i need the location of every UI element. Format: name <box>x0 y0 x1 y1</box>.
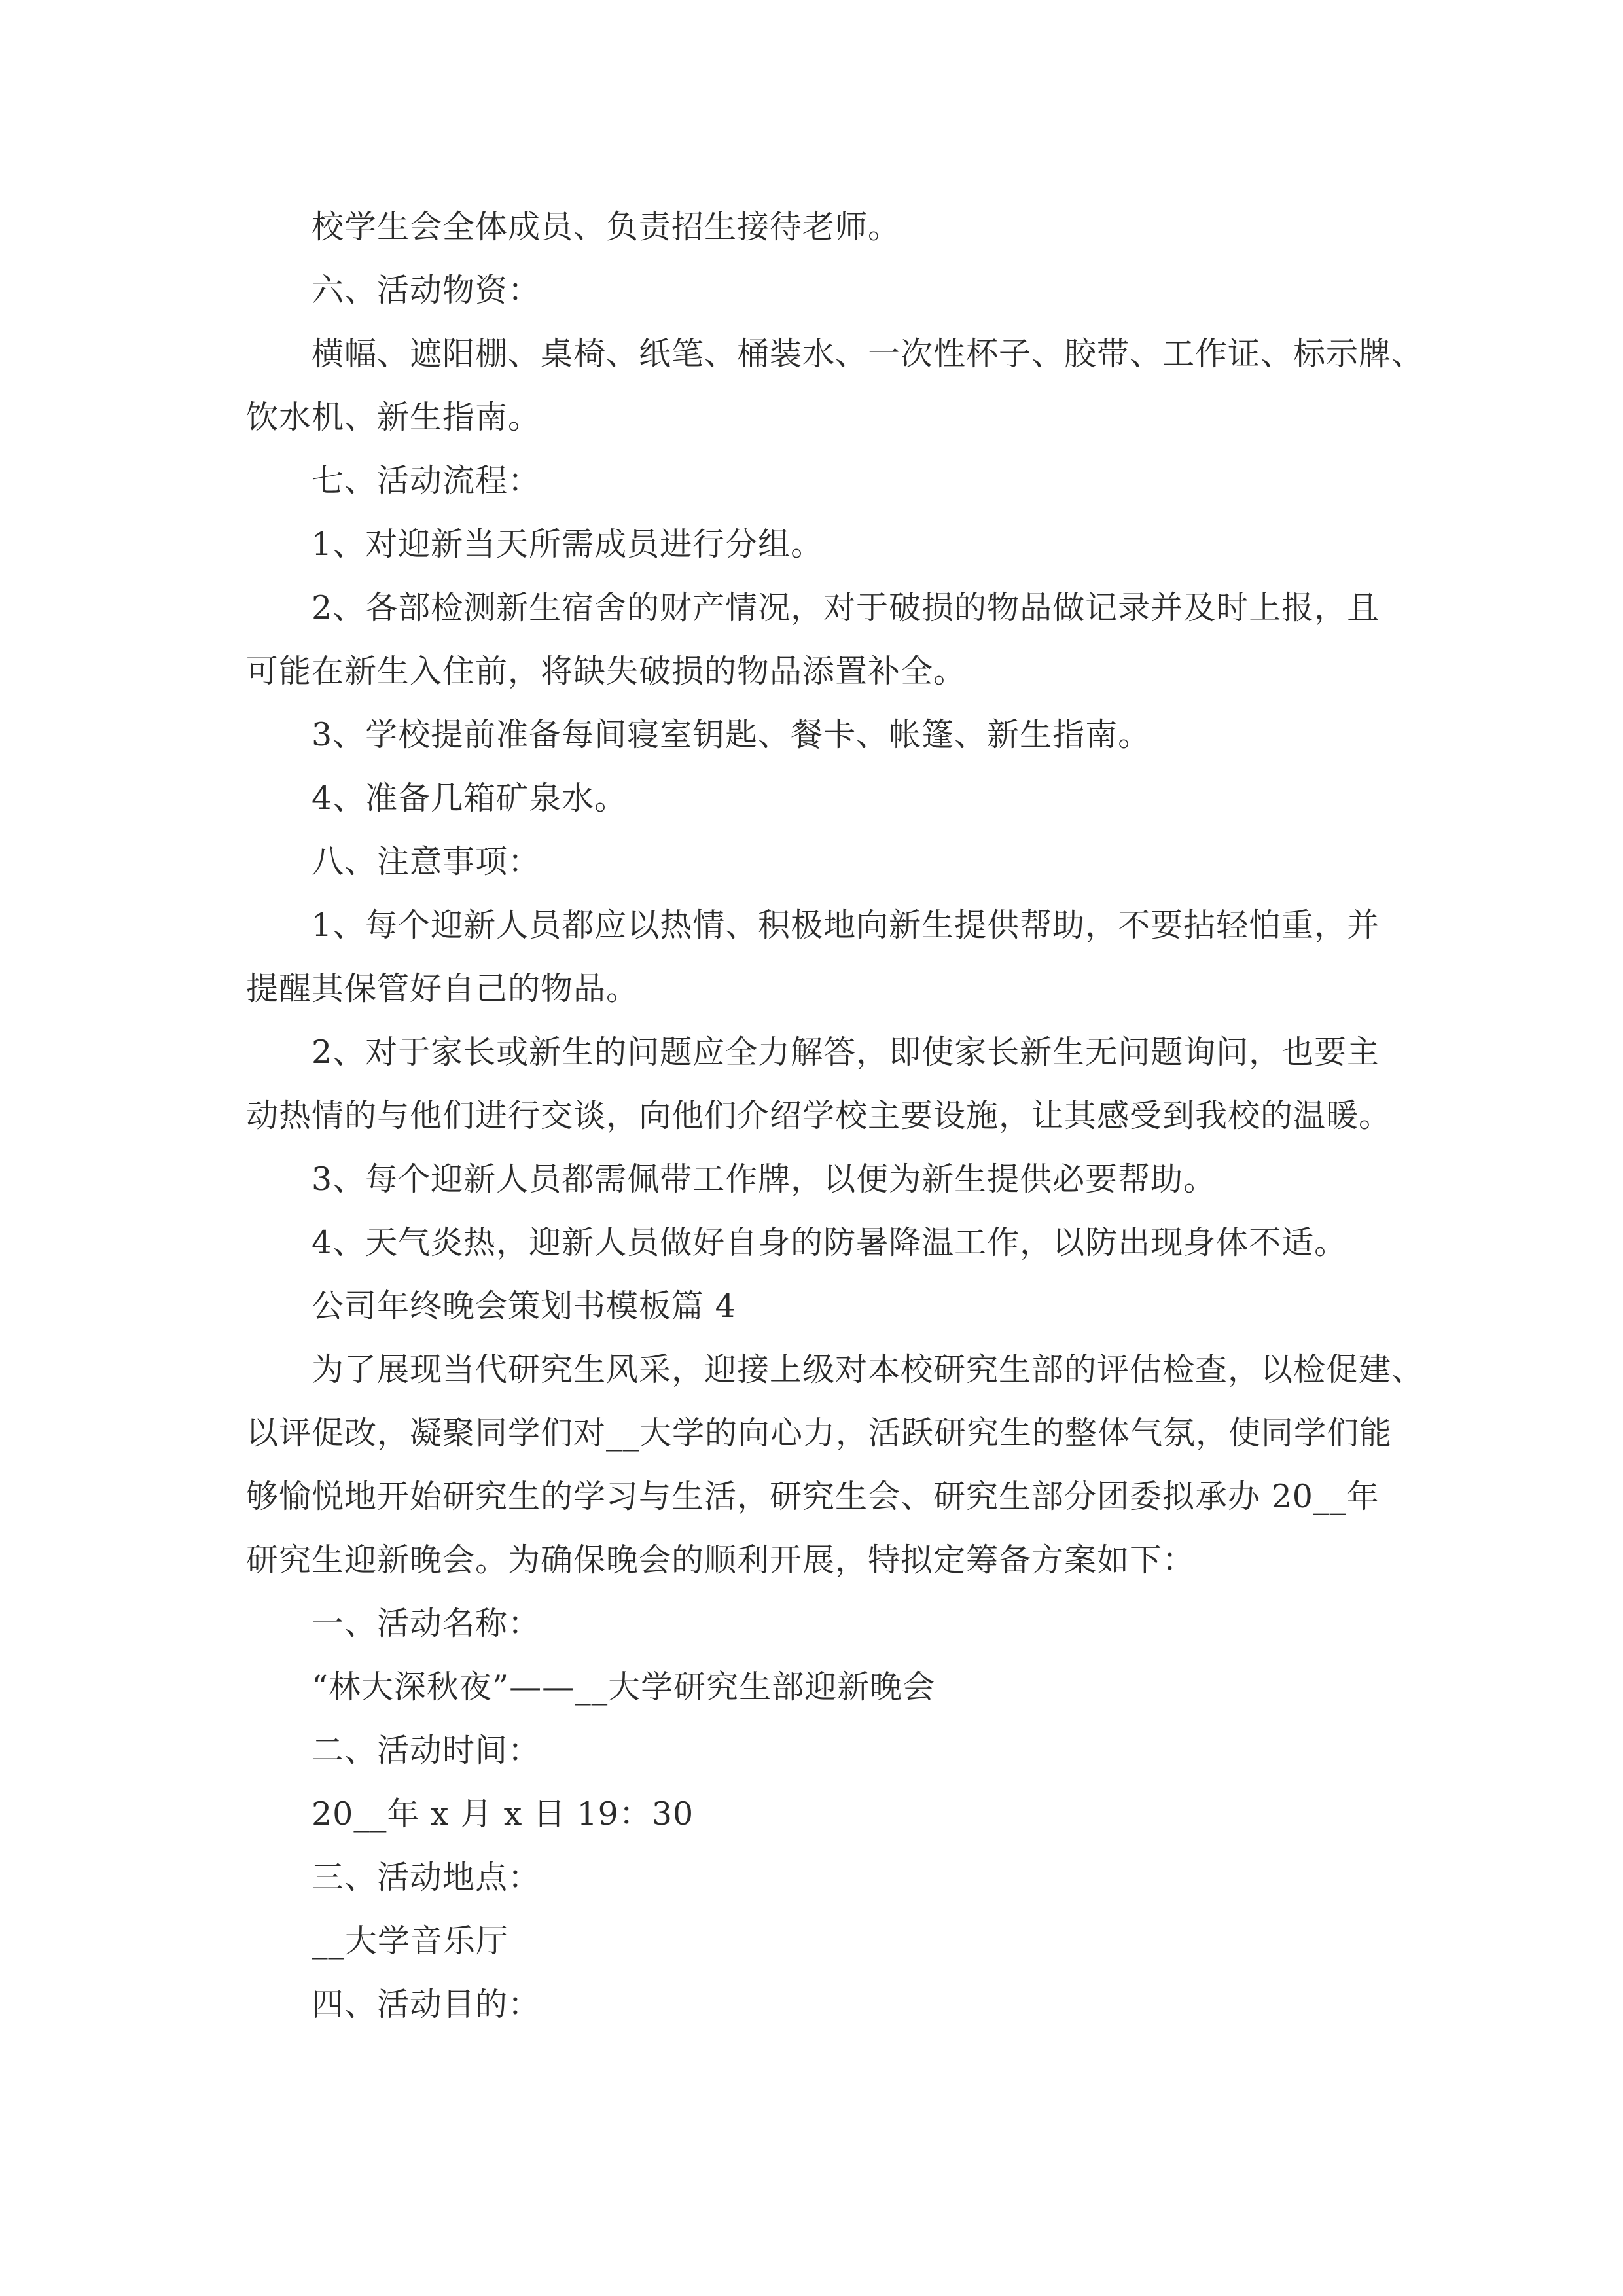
list-item: 4、准备几箱矿泉水。 <box>312 780 628 817</box>
list-item: 1、对迎新当天所需成员进行分组。 <box>312 526 824 563</box>
paragraph-continuation: 研究生迎新晚会。为确保晚会的顺利开展，特拟定筹备方案如下： <box>246 1541 1196 1579</box>
paragraph: 横幅、遮阳棚、桌椅、纸笔、桶装水、一次性杯子、胶带、工作证、标示牌、 <box>312 335 1425 372</box>
event-time: 20__年 x 月 x 日 19：30 <box>312 1795 694 1833</box>
paragraph: 为了展现当代研究生风采，迎接上级对本校研究生部的评估检查，以检促建、 <box>312 1351 1425 1388</box>
event-venue: __大学音乐厅 <box>312 1922 509 1960</box>
section-heading: 一、活动名称： <box>312 1605 541 1642</box>
section-heading: 八、注意事项： <box>312 843 541 880</box>
list-item: 4、天气炎热，迎新人员做好自身的防暑降温工作，以防出现身体不适。 <box>312 1224 1347 1261</box>
document-body <box>246 195 1424 2036</box>
list-item: 2、各部检测新生宿舍的财产情况，对于破损的物品做记录并及时上报，且 <box>312 589 1380 626</box>
section-heading: 六、活动物资： <box>312 272 541 309</box>
paragraph-continuation: 动热情的与他们进行交谈，向他们介绍学校主要设施，让其感受到我校的温暖。 <box>246 1097 1392 1134</box>
list-item: 3、每个迎新人员都需佩带工作牌，以便为新生提供必要帮助。 <box>312 1160 1217 1198</box>
list-item: 2、对于家长或新生的问题应全力解答，即使家长新生无问题询问，也要主 <box>312 1033 1380 1071</box>
section-heading: 二、活动时间： <box>312 1732 541 1769</box>
paragraph-continuation: 提醒其保管好自己的物品。 <box>246 970 639 1007</box>
paragraph-continuation: 以评促改，凝聚同学们对__大学的向心力，活跃研究生的整体气氛，使同学们能 <box>246 1414 1393 1452</box>
event-name: “林大深秋夜”——__大学研究生部迎新晚会 <box>312 1668 936 1706</box>
paragraph-continuation: 够愉悦地开始研究生的学习与生活，研究生会、研究生部分团委拟承办 20__年 <box>246 1478 1380 1515</box>
section-heading: 三、活动地点： <box>312 1859 541 1896</box>
list-item: 3、学校提前准备每间寝室钥匙、餐卡、帐篷、新生指南。 <box>312 716 1151 753</box>
paragraph: 校学生会全体成员、负责招生接待老师。 <box>312 208 901 245</box>
paragraph-continuation: 饮水机、新生指南。 <box>246 399 541 436</box>
document-title: 公司年终晚会策划书模板篇 4 <box>312 1287 736 1325</box>
list-item: 1、每个迎新人员都应以热情、积极地向新生提供帮助，不要拈轻怕重，并 <box>312 906 1380 944</box>
paragraph-continuation: 可能在新生入住前，将缺失破损的物品添置补全。 <box>246 653 967 690</box>
section-heading: 四、活动目的： <box>312 1986 541 2023</box>
section-heading: 七、活动流程： <box>312 462 541 499</box>
